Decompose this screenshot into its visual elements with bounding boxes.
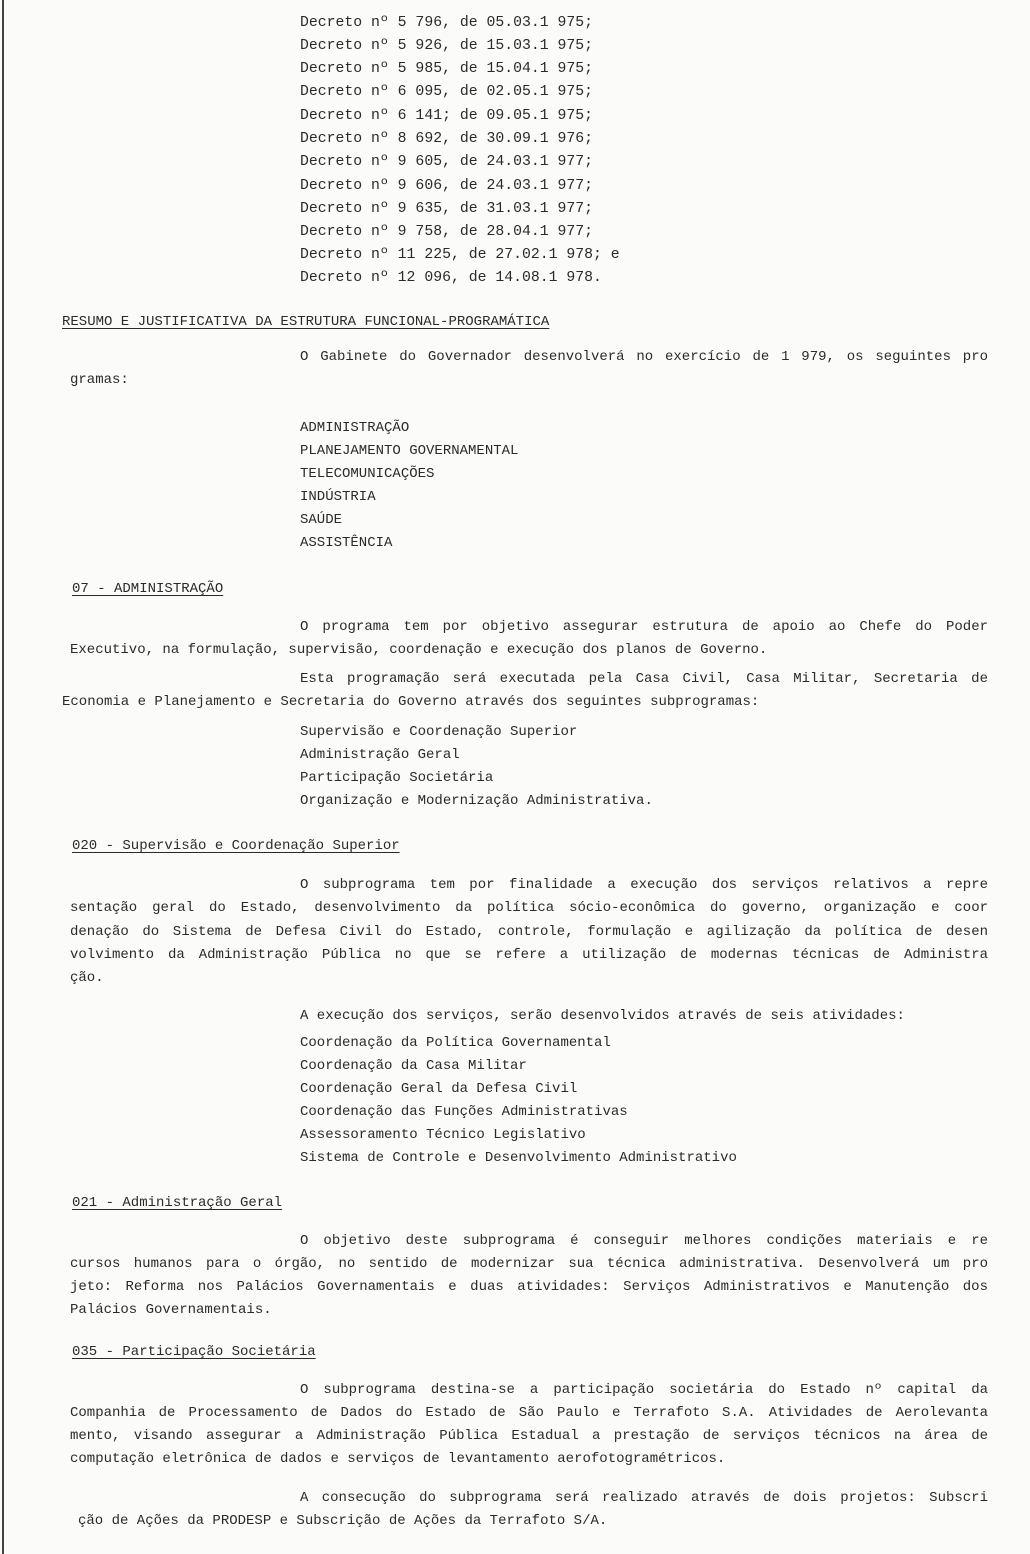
decree-item: Decreto nº 5 796, de 05.03.1 975; <box>300 15 594 31</box>
subprogram-item: Supervisão e Coordenação Superior <box>300 724 578 740</box>
subprogram-item: Organização e Modernização Administrativa. <box>300 793 653 809</box>
program-item: PLANEJAMENTO GOVERNAMENTAL <box>300 443 519 459</box>
section-heading-035: 035 - Participação Societária <box>72 1344 316 1360</box>
activity-item: Coordenação das Funções Administrativas <box>300 1104 628 1120</box>
page-edge <box>2 0 4 1554</box>
program-item: SAÚDE <box>300 512 343 528</box>
paragraph-line: volvimento da Administração Pública no que se refere a utilização de modernas técnicas de Administra <box>70 947 988 963</box>
program-item: INDÚSTRIA <box>300 489 376 505</box>
decree-item: Decreto nº 5 985, de 15.04.1 975; <box>300 61 594 77</box>
paragraph-line: Palácios Governamentais. <box>70 1302 272 1318</box>
activity-item: Coordenação da Casa Militar <box>300 1058 527 1074</box>
paragraph-line: Economia e Planejamento e Secretaria do Governo através dos seguintes subprogramas: <box>62 694 760 710</box>
activity-item: Sistema de Controle e Desenvolvimento Administrativo <box>300 1150 737 1166</box>
decree-item: Decreto nº 9 606, de 24.03.1 977; <box>300 178 594 194</box>
program-item: TELECOMUNICAÇÕES <box>300 466 435 482</box>
decree-item: Decreto nº 11 225, de 27.02.1 978; e <box>300 247 620 263</box>
decree-item: Decreto nº 5 926, de 15.03.1 975; <box>300 38 594 54</box>
activities-intro: A execução dos serviços, serão desenvolvidos através de seis atividades: <box>300 1008 905 1024</box>
subprogram-item: Participação Societária <box>300 770 494 786</box>
summary-intro-line: gramas: <box>70 372 129 388</box>
paragraph-line: O objetivo deste subprograma é conseguir melhores condições materiais e re <box>300 1233 988 1249</box>
activity-item: Coordenação Geral da Defesa Civil <box>300 1081 578 1097</box>
decree-item: Decreto nº 6 095, de 02.05.1 975; <box>300 84 594 100</box>
summary-heading: RESUMO E JUSTIFICATIVA DA ESTRUTURA FUNCIONAL-PROGRAMÁTICA <box>62 314 550 330</box>
program-item: ASSISTÊNCIA <box>300 535 393 551</box>
paragraph-line: cursos humanos para o órgão, no sentido de modernizar sua técnica administrativa. Desenvolverá um pro <box>70 1256 988 1272</box>
activity-item: Assessoramento Técnico Legislativo <box>300 1127 586 1143</box>
subprogram-item: Administração Geral <box>300 747 460 763</box>
summary-intro-line: O Gabinete do Governador desenvolverá no exercício de 1 979, os seguintes pro <box>300 349 988 365</box>
paragraph-line: Executivo, na formulação, supervisão, coordenação e execução dos planos de Governo. <box>70 642 768 658</box>
decree-item: Decreto nº 9 758, de 28.04.1 977; <box>300 224 594 240</box>
decree-item: Decreto nº 8 692, de 30.09.1 976; <box>300 131 594 147</box>
paragraph-line: mento, visando assegurar a Administração Pública Estadual a prestação de serviços técnicos na área de <box>70 1428 988 1444</box>
decree-item: Decreto nº 12 096, de 14.08.1 978. <box>300 270 602 286</box>
decree-item: Decreto nº 9 605, de 24.03.1 977; <box>300 154 594 170</box>
activity-item: Coordenação da Política Governamental <box>300 1035 611 1051</box>
section-heading-07: 07 - ADMINISTRAÇÃO <box>72 581 224 597</box>
section-heading-021: 021 - Administração Geral <box>72 1195 283 1211</box>
program-item: ADMINISTRAÇÃO <box>300 420 410 436</box>
paragraph-line: Companhia de Processamento de Dados do Estado de São Paulo e Terrafoto S.A. Atividades de Aerolevanta <box>70 1405 988 1421</box>
paragraph-line: O subprograma tem por finalidade a execução dos serviços relativos a repre <box>300 877 988 893</box>
paragraph-line: A consecução do subprograma será realizado através de dois projetos: Subscri <box>300 1490 988 1506</box>
paragraph-line: denação do Sistema de Defesa Civil do Estado, controle, formulação e agilização da política de desen <box>70 924 988 940</box>
paragraph-line: sentação geral do Estado, desenvolvimento da política sócio-econômica do governo, organização e coor <box>70 900 988 916</box>
decree-item: Decreto nº 6 141; de 09.05.1 975; <box>300 108 594 124</box>
paragraph-line: Esta programação será executada pela Casa Civil, Casa Militar, Secretaria de <box>300 671 988 687</box>
paragraph-line: O subprograma destina-se a participação societária do Estado nº capital da <box>300 1382 988 1398</box>
decree-item: Decreto nº 9 635, de 31.03.1 977; <box>300 201 594 217</box>
paragraph-line: jeto: Reforma nos Palácios Governamentais e duas atividades: Serviços Administrativos e Manutenção dos <box>70 1279 988 1295</box>
paragraph-line: computação eletrônica de dados e serviços de levantamento aerofotogramétricos. <box>70 1451 726 1467</box>
paragraph-line: O programa tem por objetivo assegurar estrutura de apoio ao Chefe do Poder <box>300 619 988 635</box>
section-heading-020: 020 - Supervisão e Coordenação Superior <box>72 838 400 854</box>
paragraph-line: ção. <box>70 970 104 986</box>
paragraph-line: ção de Ações da PRODESP e Subscrição de Ações da Terrafoto S/A. <box>78 1513 608 1529</box>
